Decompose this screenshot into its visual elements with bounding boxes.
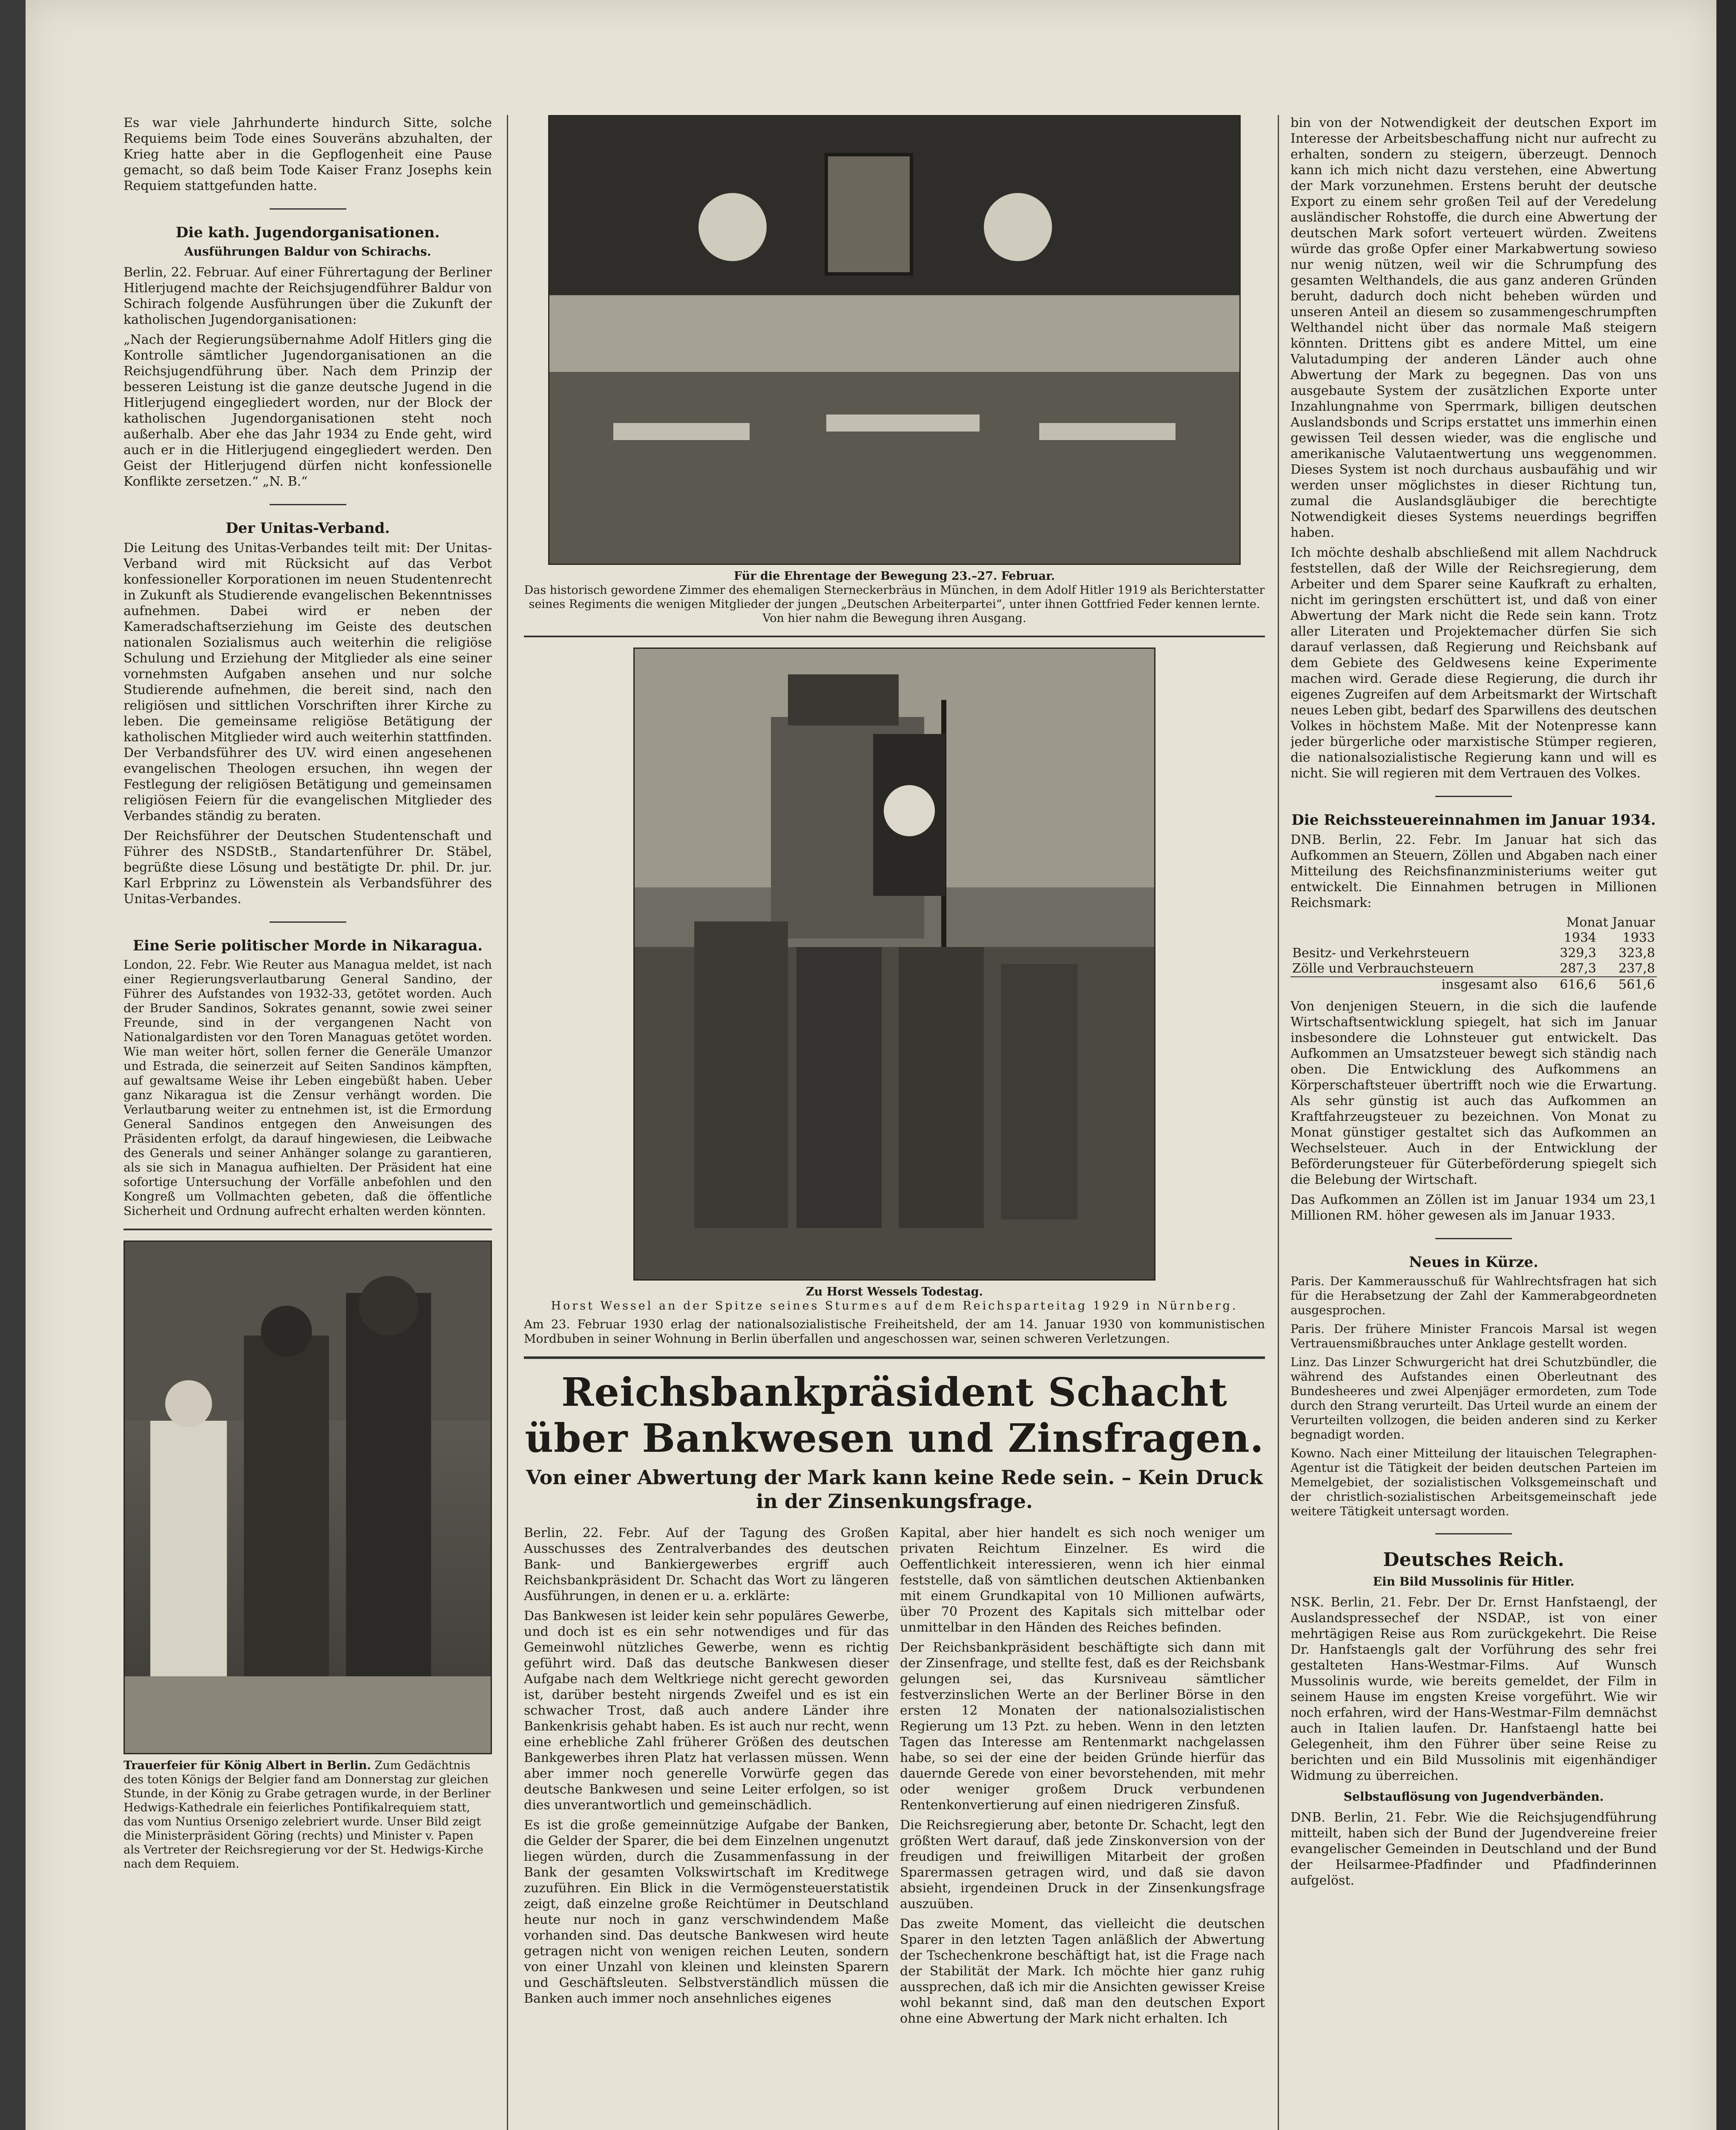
column-rule (1278, 115, 1279, 2130)
article-subtitle: Ausführungen Baldur von Schirachs. (184, 245, 431, 259)
table-header-row (1291, 915, 1657, 930)
photo-note: Am 23. Februar 1930 erlag der nationalsozialistische Freiheitsheld, der am 14. Januar 1930 von kommunistischen Mordbuben in seiner Wohnung in Berlin überfallen und angeschossen war, seinen schweren Verletzungen. (524, 1317, 1265, 1346)
divider (1435, 1533, 1512, 1534)
divider (270, 921, 346, 923)
article-title: Eine Serie politischer Morde in Nikaragua. (132, 937, 483, 954)
article-paragraph: Von denjenigen Steuern, in die sich die laufende Wirtschaftsentwicklung spiegelt, hat sich im Januar insbesondere die Lohnsteuer gut entwickelt. Das Aufkommen an Umsatzsteuer bewegt sich ständig nach oben. Die Entwicklung des Aufkommens an Körperschaftsteuer übertrifft noch wie die Erwartung. Als sehr günstig ist auch das Aufkommen an Kraftfahrzeugsteuer zu bezeichnen. Von Monat zu Monat günstiger gestaltet sich das Aufkommen an Wechselsteuer. Auch in der Entwicklung der Beförderungsteuer für Güterbeförderung spiegelt sich die Belebung der Wirtschaft. (1291, 999, 1657, 1187)
photo-caption-block (124, 1759, 492, 1871)
tax-table (1291, 915, 1657, 993)
article-title: Neues in Kürze. (1409, 1254, 1538, 1271)
table-cell: insgesamt also (1291, 977, 1539, 993)
article-paragraph: Der Reichsbankpräsident beschäftigte sich dann mit der Zinsenfrage, und stellte fest, daß es der Reichsbank gelungen sei, das Kursniveau sämtlicher festverzinslichen Werte an der Berliner Börse in den ersten 12 Monaten der nationalsozialistischen Regierung um 13 Pzt. zu heben. Wenn in den letzten Tagen das Interesse am Rentenmarkt nachgelassen habe, so sei der eine der beiden Gründe hierfür das dauernde Gerede von einer bevorstehenden, mit mehr oder weniger großem Druck verbundenen Rentenkonvertierung auf einen niedrigeren Zinsfuß. (900, 1640, 1265, 1813)
table-cell: 287,3 (1560, 961, 1596, 976)
article-paragraph: Ich möchte deshalb abschließend mit allem Nachdruck feststellen, daß der Wille der Reichsregierung, dem Arbeiter und dem Sparer seine Kaufkraft zu erhalten, nicht im geringsten erschüttert ist, und daß von einer Abwertung der Mark nicht die Rede sein kann. Trotz aller Literaten und Projektemacher dürfen Sie sich darauf verlassen, daß Regierung und Reichsbank auf dem Gebiete des Geldwesens keine Experimente machen wird. Gerade diese Regierung, die durch ihr eigenes Zugreifen auf dem Arbeitsmarkt der Wirtschaft neues Leben gibt, bedarf des Sparwillens des deutschen Volkes in höchstem Maße. Mit der Notenpresse kann jeder bürgerliche oder marxistische Stümper regieren, die nationalsozialistische Regierung kann und will es nicht. Sie will regieren mit dem Vertrauen des Volkes. (1291, 545, 1657, 781)
article-paragraph: Das zweite Moment, das vielleicht die deutschen Sparer in den letzten Tagen anläßlich der Abwertung der Tschechenkrone beschäftigt hat, ist die Frage nach der Stabilität der Mark. Ich möchte hier ganz ruhig aussprechen, daß ich mir die Ansichten gewisser Kreise wohl bekannt sind, daß man den deutschen Export ohne eine Abwertung der Mark nicht erhalten. Ich (900, 1917, 1265, 2026)
article-paragraph: Linz. Das Linzer Schwurgericht hat drei Schutzbündler, die während des Aufstandes einen Oberleutnant des Bundesheeres und zwei Alpenjäger ermordeten, zum Tode durch den Strang verurteilt. Das Urteil wurde an einem der Verurteilten vollzogen, die beiden anderen sind zu Kerker begnadigt worden. (1291, 1355, 1657, 1442)
photo-horst-wessel (633, 648, 1155, 1281)
article-paragraph: Das Aufkommen an Zöllen ist im Januar 1934 um 23,1 Millionen RM. höher gewesen als im Januar 1933. (1291, 1192, 1657, 1223)
table-cell: 329,3 (1560, 946, 1596, 961)
table-cell: 237,8 (1618, 961, 1655, 976)
article-paragraph: Paris. Der frühere Minister Francois Marsal ist wegen Vertrauensmißbrauches unter Anklage gestellt worden. (1291, 1322, 1657, 1350)
article-paragraph: Die Leitung des Unitas-Verbandes teilt mit: Der Unitas-Verband wird mit Rücksicht auf das Verbot konfessioneller Korporationen im neuen Studentenrecht in Zukunft als Studierende evangelischen Bekenntnisses aufnehmen. Dabei wird er neben der Kameradschaftserziehung im Geiste des deutschen nationalen Sozialismus auch weiterhin die religiöse Schulung und Erziehung der Mitglieder als eine seiner vornehmsten Aufgaben ansehen und nur solche Studierende aufnehmen, die bereit sind, nach den religiösen und sittlichen Vorschriften ihrer Kirche zu leben. Die gemeinsame religiöse Betätigung der katholischen Mitglieder wird auch weiterhin stattfinden. Der Verbandsführer des UV. wird einen angesehenen evangelischen Theologen ersuchen, ihn wegen der Festlegung der religiösen Betätigung und gemeinsamen religiösen Feiern für die evangelischen Mitglieder des Verbandes ständig zu beraten. (124, 541, 492, 823)
column-right (1291, 115, 1657, 2130)
photo-image (125, 1242, 491, 1753)
headline-deck: Von einer Abwertung der Mark kann keine Rede sein. – Kein Druck in der Zinsenkungsfrage. (526, 1466, 1263, 1513)
photo-caption-title: Zu Horst Wessels Todestag. (806, 1285, 983, 1298)
newspaper-page (26, 0, 1716, 2130)
divider (524, 1356, 1265, 1359)
article-paragraph: Es ist die große gemeinnützige Aufgabe der Banken, die Gelder der Sparer, die bei dem Einzelnen ungenutzt liegen würden, durch die Zusammenfassung in der Bank der gesamten Volkswirtschaft im Kreditwege zuzuführen. Ein Blick in die Vermögensteuerstatistik zeigt, daß einzelne große Reichtümer in Deutschland heute nur noch in ganz verschwindendem Maße vorhanden sind. Das deutsche Bankwesen wird heute getragen nicht von wenigen reichen Leuten, sondern von einer Unzahl von kleinen und kleinsten Sparern und Geschäftsleuten. Selbstverständlich müssen die Banken auch immer noch ansehnliches eigenes (524, 1818, 889, 2006)
table-row (1291, 977, 1657, 993)
article-paragraph: Das Bankwesen ist leider kein sehr populäres Gewerbe, und doch ist es ein sehr notwendiges und für das Gemeinwohl nützliches Gewerbe, wenn es richtig geführt wird. Daß das deutsche Bankwesen dieser Aufgabe nach dem Weltkriege nicht gerecht geworden ist, darüber besteht nirgends Zweifel und es ist ein schwacher Trost, daß auch andere Länder ihre Bankenkrisis gehabt haben. Es ist auch nur recht, wenn eine erhebliche Zahl früherer Größen des deutschen Bankgewerbes ihren Platz hat verlassen müssen. Wenn aber immer noch generelle Vorwürfe gegen das deutsche Bankwesen und seine Leiter erfolgen, so ist dies unverantwortlich und gemeinschädlich. (524, 1609, 889, 1813)
divider (270, 504, 346, 505)
table-cell: Zölle und Verbrauchsteuern (1292, 961, 1474, 976)
table-header: Monat Januar (1566, 915, 1655, 930)
photo-caption-title: Trauerfeier für König Albert in Berlin. (124, 1759, 371, 1772)
table-cell: Besitz- und Verkehrsteuern (1292, 946, 1470, 961)
photo-trauerfeier (124, 1241, 492, 1754)
headline: Reichsbankpräsident Schacht über Bankwesen und Zinsfragen. (525, 1369, 1264, 1461)
column-center (524, 115, 1265, 2130)
divider (270, 208, 346, 210)
article-paragraph: Paris. Der Kammerausschuß für Wahlrechtsfragen hat sich für die Herabsetzung der Zahl der Kammerabgeordneten ausgesprochen. (1291, 1274, 1657, 1317)
divider (124, 1229, 492, 1230)
photo-caption-text: Horst Wessel an der Spitze seines Sturmes auf dem Reichsparteitag 1929 in Nürnberg. (551, 1299, 1238, 1313)
table-cell: 616,6 (1539, 977, 1598, 993)
photo-image (635, 649, 1154, 1279)
article-column-left (524, 1525, 889, 2031)
article-paragraph: Berlin, 22. Febr. Auf der Tagung des Großen Ausschusses des Zentralverbandes des deutschen Bank- und Bankiergewerbes ergriff auch Reichsbankpräsident Dr. Schacht das Wort zu längeren Ausführungen, in denen er u. a. erklärte: (524, 1526, 889, 1603)
article-paragraph: Kowno. Nach einer Mitteilung der litauischen Telegraphen-Agentur ist die Tätigkeit der beiden deutschen Parteien im Memelgebiet, der sozialistischen Volksgemeinschaft und der christlich-sozialistischen Arbeitsgemeinschaft jede weitere Tätigkeit untersagt worden. (1291, 1446, 1657, 1518)
column-rule (507, 115, 508, 2130)
table-header: 1934 (1564, 930, 1596, 945)
scan-edge (1716, 0, 1736, 2130)
article-paragraph: Kapital, aber hier handelt es sich noch weniger um privaten Reichtum Einzelner. Es wird die Oeffentlichkeit interessieren, wenn ich hier einmal feststelle, daß von sämtlichen deutschen Aktienbanken mit einem Grundkapital von 10 Millionen aufwärts, über 70 Prozent des Kapitals sich mittelbar oder unmittelbar in den Händen des Reiches befinden. (900, 1526, 1265, 1635)
section-title: Deutsches Reich. (1383, 1549, 1564, 1571)
column-left (124, 115, 492, 2130)
divider (1435, 796, 1512, 797)
photo-caption-title: Für die Ehrentage der Bewegung 23.–27. Februar. (734, 570, 1055, 583)
photo-caption-block (524, 569, 1265, 625)
article-title: Die Reichssteuereinnahmen im Januar 1934. (1291, 812, 1656, 829)
article-paragraph: Der Reichsführer der Deutschen Studentenschaft und Führer des NSDStB., Standartenführer Dr. Stäbel, begrüßte diese Lösung und bestätigte Dr. phil. Dr. jur. Karl Erbprinz zu Löwenstein als Verbandsführer des Unitas-Verbandes. (124, 829, 492, 907)
table-cell: 323,8 (1618, 946, 1655, 961)
article-body (524, 1525, 1265, 2031)
article-paragraph: DNB. Berlin, 21. Febr. Wie die Reichsjugendführung mitteilt, haben sich der Bund der Jugendvereine freier evangelischer Gemeinden in Deutschland und der Bund der Heilsarmee-Pfadfinder und Pfadfinderinnen aufgelöst. (1291, 1810, 1657, 1888)
article-paragraph: DNB. Berlin, 22. Febr. Im Januar hat sich das Aufkommen an Steuern, Zöllen und Abgaben nach einer Mitteilung des Reichsfinanzministeriums weiter gut entwickelt. Die Einnahmen betrugen in Millionen Reichsmark: (1291, 832, 1657, 910)
article-subtitle: Ein Bild Mussolinis für Hitler. (1373, 1574, 1575, 1589)
photo-image (549, 116, 1239, 564)
article-title: Der Unitas-Verband. (225, 520, 390, 537)
article-paragraph: London, 22. Febr. Wie Reuter aus Managua meldet, ist nach einer Regierungsverlautbarung General Sandino, der Führer des Aufstandes von 1932-33, getötet worden. Auch der Bruder Sandinos, Sokrates genannt, sowie zwei seiner Freunde, sind in der vergangenen Nacht von Nationalgardisten vor den Toren Managuas getötet worden. Wie man weiter hört, sollen ferner die Generäle Umanzor und Estrada, die seinerzeit auf Seiten Sandinos kämpften, auf gewaltsame Weise ihr Leben eingebüßt haben. Ueber ganz Nikaragua ist die Zensur verhängt worden. Die Verlautbarung weiter zu entnehmen ist, ist die Ermordung General Sandinos entgegen den Anweisungen des Präsidenten erfolgt, da darauf hingewiesen, die Leibwache des Generals und seiner Anhänger solange zu garantieren, als sie sich in Managua aufhielten. Der Präsident hat eine sofortige Untersuchung der Vorfälle anbefohlen und den Kongreß um Vollmachten gebeten, daß die öffentliche Sicherheit und Ordnung aufrecht erhalten werden könnten. (124, 958, 492, 1218)
article-column-right (900, 1525, 1265, 2031)
table-row (1291, 961, 1657, 977)
article-paragraph: „Nach der Regierungsübernahme Adolf Hitlers ging die Kontrolle sämtlicher Jugendorganisationen an die Reichsjugendführung über. Nach dem Prinzip der besseren Leistung ist die ganze deutsche Jugend in die Hitlerjugend eingegliedert worden, nur der Block der katholischen Jugendorganisationen steht noch außerhalb. Aber ehe das Jahr 1934 zu Ende geht, wird auch er in die Hitlerjugend eingegliedert werden. Den Geist der Hitlerjugend dürfen nicht konfessionelle Konflikte zersetzen.“ „N. B.“ (124, 332, 492, 489)
article-subtitle: Selbstauflösung von Jugendverbänden. (1343, 1790, 1604, 1804)
photo-caption-text: Zum Gedächtnis des toten Königs der Belgier fand am Donnerstag zur gleichen Stunde, in der König zu Grabe getragen wurde, in der Berliner Hedwigs-Kathedrale ein feierliches Pontifikalrequiem statt, das vom Nuntius Orsenigo zelebriert wurde. Unser Bild zeigt die Ministerpräsident Göring (rechts) und Minister v. Papen als Vertreter der Reichsregierung vor der St. Hedwigs-Kirche nach dem Requiem. (124, 1759, 491, 1871)
intro-paragraph: Es war viele Jahrhunderte hindurch Sitte, solche Requiems beim Tode eines Souveräns abzuhalten, der Krieg hatte aber in die Gepflogenheit eine Pause gemacht, so daß beim Tode Kaiser Franz Josephs kein Requiem stattgefunden hatte. (124, 115, 492, 193)
article-paragraph: NSK. Berlin, 21. Febr. Der Dr. Ernst Hanfstaengl, der Auslandspressechef der NSDAP., ist von einer mehrtägigen Reise aus Rom zurückgekehrt. Die Reise Dr. Hanfstaengls galt der Vorführung des sehr frei gestalteten Hans-Westmar-Films. Auf Wunsch Mussolinis wurde, wie bereits gemeldet, der Film in seinem Hause im engsten Kreise vorgeführt. Wie wir noch erfahren, wird der Hans-Westmar-Film demnächst auch in Italien laufen. Dr. Hanfstaengl hatte bei Gelegenheit, ihm den Führer über seine Reise zu berichten und ein Bild Mussolinis mit eigenhändiger Widmung zu überreichen. (1291, 1595, 1657, 1783)
photo-caption-text: Das historisch gewordene Zimmer des ehemaligen Sterneckerbräus in München, in dem Adolf Hitler 1919 als Berichterstatter seines Regiments die wenigen Mitglieder der jungen „Deutschen Arbeiterpartei“, unter ihnen Gottfried Feder kennen lernte. Von hier nahm die Bewegung ihren Ausgang. (524, 584, 1265, 625)
divider (1435, 1238, 1512, 1239)
divider (524, 636, 1265, 637)
article-paragraph: Die Reichsregierung aber, betonte Dr. Schacht, legt den größten Wert darauf, daß jede Zinskonversion von der freudigen und freiwilligen Mitarbeit der großen Sparermassen getragen wird, und daß sie davon absieht, irgendeinen Druck in der Zinsenkungsfrage auszuüben. (900, 1818, 1265, 1911)
photo-sterneckerbraeu (548, 115, 1241, 565)
article-paragraph: Berlin, 22. Februar. Auf einer Führertagung der Berliner Hitlerjugend machte der Reichsjugendführer Baldur von Schirach folgende Ausführungen über die Zukunft der katholischen Jugendorganisationen: (124, 265, 492, 327)
table-cell: 561,6 (1598, 977, 1657, 993)
table-header-row (1291, 930, 1657, 946)
table-header: 1933 (1622, 930, 1655, 945)
table-row (1291, 946, 1657, 961)
article-paragraph: bin von der Notwendigkeit der deutschen Export im Interesse der Arbeitsbeschaffung nicht nur aufrecht zu erhalten, sondern zu steigern, überzeugt. Dennoch kann ich mich nicht dazu verstehen, eine Abwertung der Mark vorzunehmen. Erstens beruht der deutsche Export zu einem sehr großen Teil auf der Veredelung ausländischer Rohstoffe, die durch eine Abwertung der deutschen Mark sofort verteuert würden. Zweitens würde das große Opfer einer Markabwertung sowieso nur wenig nützen, weil wir die Schrumpfung des gesamten Welthandels, die aus ganz anderen Gründen beruht, dadurch doch nicht beheben würden und unseren Anteil an diesem so zusammengeschrumpften Welthandel nicht über das normale Maß steigern könnten. Drittens gibt es andere Mittel, um eine Valutadumping der anderen Länder auch ohne Abwertung der Mark zu begegnen. Das von uns ausgebaute System der zusätzlichen Exporte unter Inzahlungnahme von Sperrmark, billigen deutschen Auslandsbonds und Scrips erstattet uns immerhin einen gewissen Teil dessen wieder, was die englische und amerikanische Valutaentwertung uns weggenommen. Dieses System ist noch durchaus ausbaufähig und wir werden unser möglichstes in dieser Richtung tun, zumal die Auslandsgläubiger die berechtigte Notwendigkeit dieses Systems neuerdings begriffen haben. (1291, 115, 1657, 540)
article-title: Die kath. Jugendorganisationen. (175, 224, 440, 241)
photo-caption-block (524, 1285, 1265, 1313)
